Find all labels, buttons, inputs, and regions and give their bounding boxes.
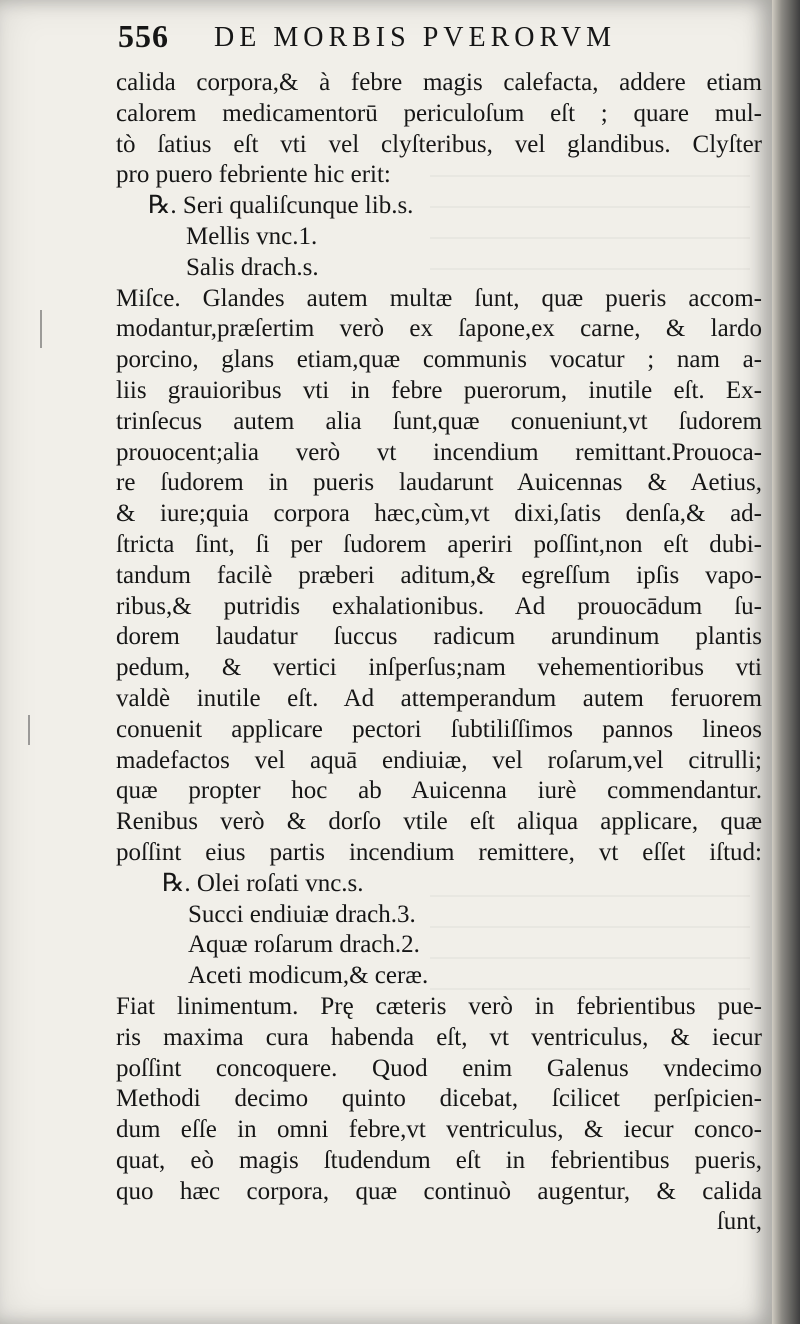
recipe-line: Salis drach.s. <box>186 253 319 281</box>
recipe-line: ℞. Seri qualiſcunque lib.s. <box>148 192 414 220</box>
text-line: Fiat linimentum. Prę cæteris verò in febrientibus pue- <box>116 992 762 1020</box>
text-line: trinſecus autem alia ſunt,quæ conueniunt,vt ſudorem <box>116 407 762 435</box>
text-line: re ſudorem in pueris laudarunt Auicennas & Aetius, <box>116 469 762 497</box>
text-line: conuenit applicare pectori ſubtiliſſimos pannos lineos <box>116 715 762 743</box>
text-line: ris maxima cura habenda eſt, vt ventriculus, & iecur <box>116 1023 762 1051</box>
text-line: Miſce. Glandes autem multæ ſunt, quæ pueris accom- <box>116 284 762 312</box>
text-line: dum eſſe in omni febre,vt ventriculus, & iecur conco- <box>116 1116 762 1144</box>
catchword: ſunt, <box>716 1208 762 1236</box>
margin-stain <box>40 310 42 348</box>
text-line: tandum facilè præberi aditum,& egreſſum ipſis vapo- <box>116 561 762 589</box>
text-line: prouocent;alia verò vt incendium remittant.Prouoca- <box>116 438 762 466</box>
text-line: ſtricta ſint, ſi per ſudorem aperiri poſſint,non eſt dubi- <box>116 530 762 558</box>
text-line: modantur,præſertim verò ex ſapone,ex carne, & lardo <box>116 315 762 343</box>
text-line: pedum, & vertici inſperſus;nam vehementioribus vti <box>116 654 762 682</box>
text-line: & iure;quia corpora hæc,cùm,vt dixi,ſatis denſa,& ad- <box>116 500 762 528</box>
text-line: ribus,& putridis exhalationibus. Ad prouocādum ſu- <box>116 592 762 620</box>
text-line: poſſint eius partis incendium remittere, vt eſſet iſtud: <box>116 838 762 866</box>
text-line: calorem medicamentorū periculoſum eſt ; quare mul- <box>116 99 762 127</box>
text-line: poſſint concoquere. Quod enim Galenus vndecimo <box>116 1054 762 1082</box>
text-line: quat, eò magis ſtudendum eſt in febrientibus pueris, <box>116 1146 762 1174</box>
page-edge <box>772 0 800 1324</box>
text-line: calida corpora,& à febre magis calefacta, addere etiam <box>116 69 762 96</box>
text-line: quo hæc corpora, quæ continuò augentur, & calida <box>116 1177 762 1205</box>
text-line: Methodi decimo quinto dicebat, ſcilicet perſpicien- <box>116 1085 762 1113</box>
text-line: tò ſatius eſt vti vel clyſteribus, vel glandibus. Clyſter <box>116 130 762 158</box>
recipe-line: Aquæ roſarum drach.2. <box>188 931 420 959</box>
margin-stain <box>28 715 30 745</box>
text-line: dorem laudatur ſuccus radicum arundinum plantis <box>116 623 762 651</box>
text-line: Renibus verò & dorſo vtile eſt aliqua applicare, quæ <box>116 808 762 836</box>
running-header <box>118 18 742 58</box>
text-line: porcino, glans etiam,quæ communis vocatur ; nam a- <box>116 346 762 374</box>
page-number: 556 <box>118 18 169 54</box>
text-line: pro puero febriente hic erit: <box>116 161 391 189</box>
recipe-line: Aceti modicum,& ceræ. <box>188 962 429 990</box>
text-line: madefactos vel aquā endiuiæ, vel roſarum,vel citrulli; <box>116 746 762 774</box>
recipe-line: Mellis vnc.1. <box>186 222 318 250</box>
text-line: valdè inutile eſt. Ad attemperandum autem feruorem <box>116 684 762 712</box>
body-text <box>116 68 762 1238</box>
recipe-line: Succi endiuiæ drach.3. <box>188 900 416 928</box>
recipe-line: ℞. Olei roſati vnc.s. <box>162 869 364 897</box>
text-line: liis grauioribus vti in febre puerorum, inutile eſt. Ex- <box>116 376 762 404</box>
text-line: quæ propter hoc ab Auicenna iurè commendantur. <box>116 777 762 805</box>
running-title: DE MORBIS PVERORVM <box>214 22 617 53</box>
